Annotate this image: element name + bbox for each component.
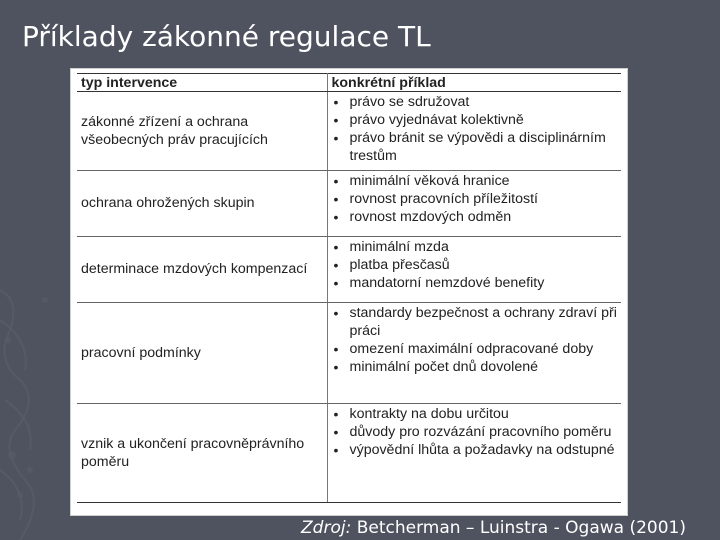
example-item: • minimální počet dnů dovolené	[332, 358, 618, 376]
example-item: • standardy bezpečnost a ochrany zdraví při práci	[332, 304, 618, 340]
table-row	[77, 303, 621, 404]
table-panel	[70, 68, 628, 516]
table-header-row	[77, 74, 621, 92]
example-item: • právo bránit se výpovědi a disciplinárním trestům	[332, 129, 618, 165]
intervention-type: pracovní podmínky	[77, 303, 327, 404]
regulation-table	[77, 73, 621, 503]
example-item: • minimální mzda	[332, 238, 618, 256]
intervention-type: vznik a ukončení pracovněprávního poměru	[77, 404, 327, 503]
intervention-type: ochrana ohrožených skupin	[77, 171, 327, 237]
column-header-example: konkrétní příklad	[327, 74, 621, 92]
example-item: • minimální věková hranice	[332, 172, 618, 190]
example-item: • platba přesčasů	[332, 256, 618, 274]
table-row	[77, 171, 621, 237]
source-citation	[301, 518, 686, 538]
examples-cell	[327, 237, 621, 303]
example-item: • právo se sdružovat	[332, 93, 618, 111]
column-header-type: typ intervence	[77, 74, 327, 92]
example-item: • výpovědní lhůta a požadavky na odstupné	[332, 441, 618, 459]
source-label: Zdroj:	[301, 518, 352, 538]
table-row	[77, 404, 621, 503]
example-item: • omezení maximální odpracované doby	[332, 340, 618, 358]
intervention-type: determinace mzdových kompenzací	[77, 237, 327, 303]
example-item: • mandatorní nemzdové benefity	[332, 274, 618, 292]
example-item: • rovnost mzdových odměn	[332, 208, 618, 226]
examples-cell	[327, 404, 621, 503]
example-item: • důvody pro rozvázání pracovního poměru	[332, 423, 618, 441]
table-row	[77, 237, 621, 303]
examples-cell	[327, 303, 621, 404]
example-item: • kontrakty na dobu určitou	[332, 405, 618, 423]
example-item: • rovnost pracovních příležitostí	[332, 190, 618, 208]
table-row	[77, 92, 621, 171]
slide-title: Příklady zákonné regulace TL	[22, 20, 431, 53]
examples-cell	[327, 171, 621, 237]
intervention-type: zákonné zřízení a ochrana všeobecných práv pracujících	[77, 92, 327, 171]
source-text: Betcherman – Luinstra - Ogawa (2001)	[351, 518, 686, 538]
example-item: • právo vyjednávat kolektivně	[332, 111, 618, 129]
examples-cell	[327, 92, 621, 171]
